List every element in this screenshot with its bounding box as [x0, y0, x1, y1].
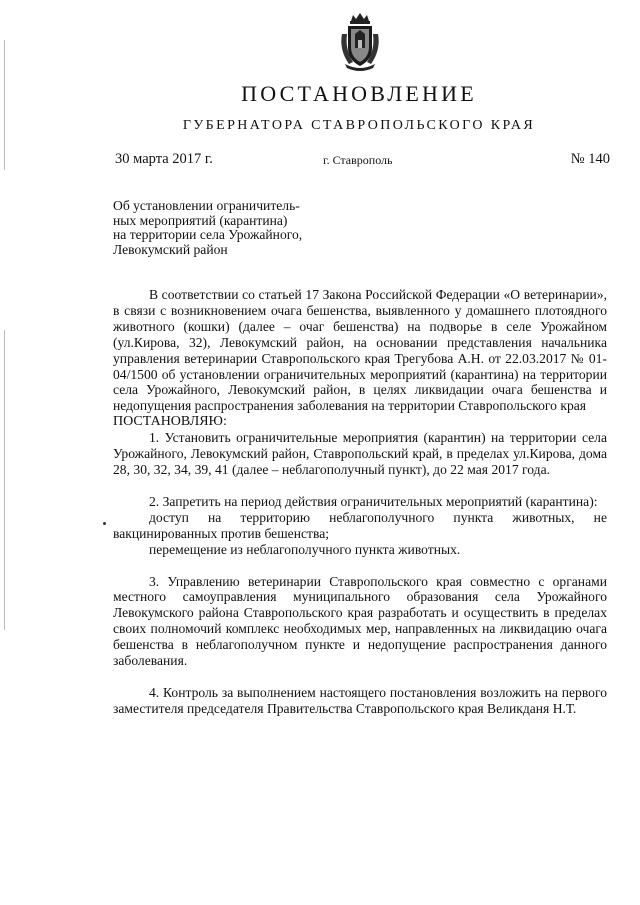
subject-line: ных мероприятий (карантина): [113, 212, 288, 228]
item-4-paragraph: 4. Контроль за выполнением настоящего постановления возложить на первого заместителя председателя Правительства Ставропольского края Великданя Н.Т.: [113, 684, 607, 716]
margin-dot: [103, 522, 106, 525]
document-date: 30 марта 2017 г.: [115, 151, 213, 167]
item-3-paragraph: 3. Управлению ветеринарии Ставропольского края совместно с органами местного самоуправления муниципального образования села Урожайного Левокумского района Ставропольского края разработать и осуществить в пределах своих полномочий комплекс необходимых мер, направленных на ликвидацию очага бешенства в неблагополучном пункте и недопущение распространения данного заболевания.: [113, 573, 607, 669]
document-title: ПОСТАНОВЛЕНИЕ: [241, 81, 477, 106]
coat-of-arms-icon: [337, 12, 383, 72]
document-body: [113, 287, 607, 717]
document-issuer: ГУБЕРНАТОРА СТАВРОПОЛЬСКОГО КРАЯ: [182, 118, 536, 133]
subject-line: Об установлении ограничитель-: [113, 198, 300, 213]
item-1-paragraph: 1. Установить ограничительные мероприятия (карантин) на территории села Урожайного, Левокумский район, Ставропольский край, в пределах ул.Кирова, дома 28, 30, 32, 34, 39, 41 (далее – неблагополучный пункт), до 22 мая 2017 года.: [113, 430, 607, 477]
document-number: № 140: [570, 151, 610, 167]
document-subject: [113, 199, 353, 257]
decree-word: ПОСТАНОВЛЯЮ:: [113, 414, 227, 430]
document-city: г. Ставрополь: [323, 153, 393, 167]
subject-line: Левокумский район: [113, 241, 228, 257]
item-2b-paragraph: перемещение из неблагополучного пункта животных.: [149, 541, 461, 557]
item-2a-paragraph: доступ на территорию неблагополучного пункта животных, не вакцинированных против бешенства;: [113, 509, 607, 541]
item-2-paragraph: 2. Запретить на период действия ограничительных мероприятий (карантина):: [149, 493, 598, 509]
subject-line: на территории села Урожайного,: [113, 227, 303, 242]
scan-edge-mark: [4, 330, 5, 630]
scan-edge-mark: [4, 40, 5, 170]
preamble-paragraph: В соответствии со статьей 17 Закона Российской Федерации «О ветеринарии», в связи с возникновением очага бешенства, выявленного у домашнего плотоядного животного (кошки) (далее – очаг бешенства) на подворье в селе Урожайном (ул.Кирова, 32), Левокумский район, на основании представления начальника управления ветеринарии Ставропольского края Трегубова А.Н. от 22.03.2017 № 01-04/1500 об установлении ограничительных мероприятий (карантина) на территории села Урожайного, Левокумский район, в целях ликвидации очага бешенства и недопущения распространения заболевания на территории Ставропольского края: [113, 287, 607, 414]
